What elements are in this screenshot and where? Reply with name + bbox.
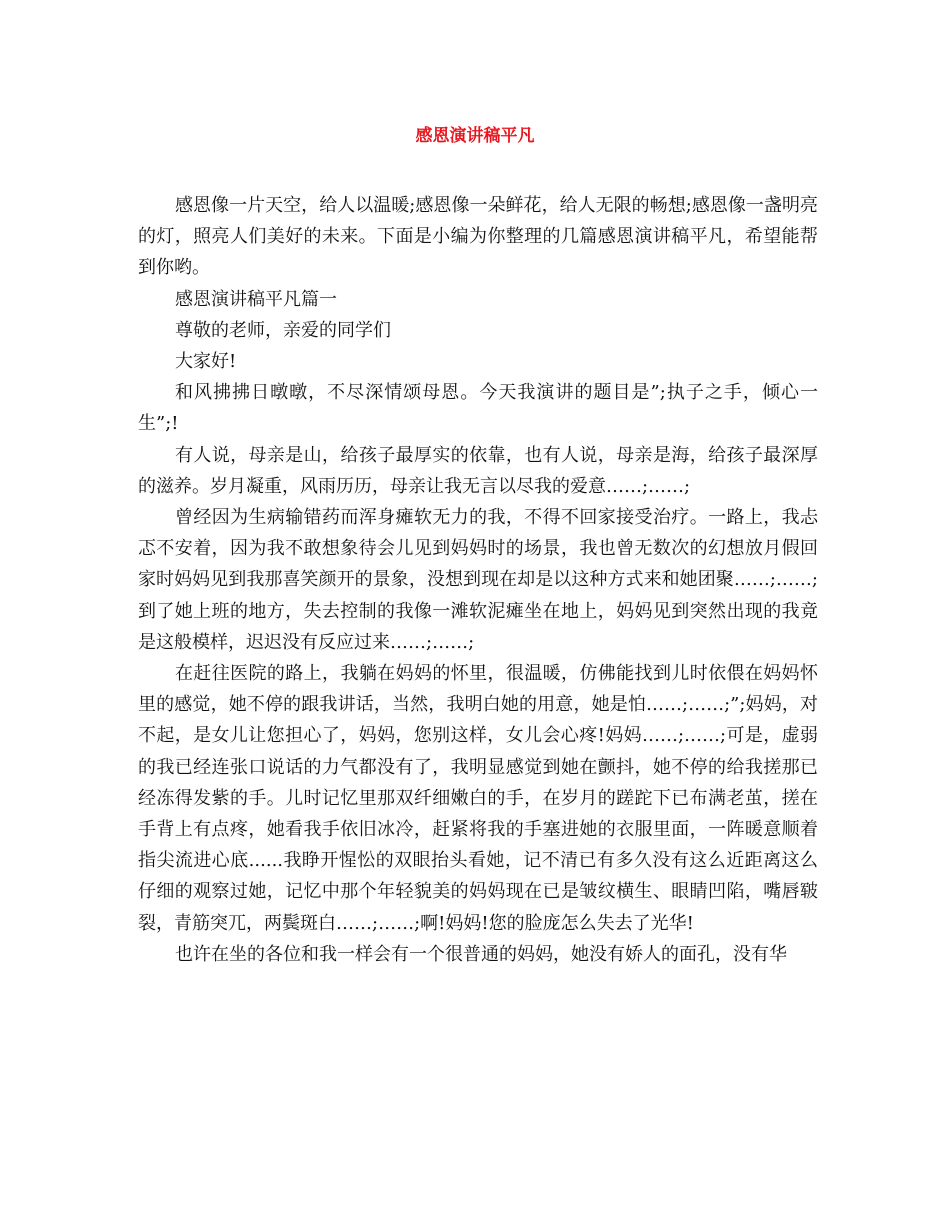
paragraph-illness: 曾经因为生病输错药而浑身瘫软无力的我，不得不回家接受治疗。一路上，我忐忑不安着，因为我不敢想象待会儿见到妈妈时的场景，我也曾无数次的幻想放月假回家时妈妈见到我那喜笑颜开的景象，没想到现在却是以这种方式来和她团聚……;……;到了她上班的地方，失去控制的我像一滩软泥瘫坐在地上，妈妈见到突然出现的我竟是这般模样，迟迟没有反应过来……;……;: [138, 507, 818, 653]
document-title: 感恩演讲稿平凡: [415, 126, 535, 146]
paragraph-hospital-road: 在赶往医院的路上，我躺在妈妈的怀里，很温暖，仿佛能找到儿时依偎在妈妈怀里的感觉，她不停的跟我讲话，当然，我明白她的用意，她是怕……;……;”;妈妈，对不起，是女儿让您担心了，妈妈，您别这样，女儿会心疼!妈妈……;……;可是，虚弱的我已经连张口说话的力气都没有了，我明显感觉到她在颤抖，她不停的给我搓那已经冻得发紫的手。儿时记忆里那双纤细嫩白的手，在岁月的蹉跎下已布满老茧，搓在手背上有点疼，她看我手依旧冰冷，赶紧将我的手塞进她的衣服里面，一阵暖意顺着指尖流进心底......我睁开惺忪的双眼抬头看她，记不清已有多久没有这么近距离这么仔细的观察过她，记忆中那个年轻貌美的妈妈现在已是皱纹横生、眼睛凹陷，嘴唇皲裂，青筋突兀，两鬓斑白……;……;啊!妈妈!您的脸庞怎么失去了光华!: [138, 663, 818, 934]
paragraph-intro: 感恩像一片天空，给人以温暖;感恩像一朵鲜花，给人无限的畅想;感恩像一盏明亮的灯，照亮人们美好的未来。下面是小编为你整理的几篇感恩演讲稿平凡，希望能帮到你哟。: [138, 195, 818, 279]
paragraph-greeting: 大家好!: [175, 351, 237, 373]
paragraph-topic: 和风拂拂日暾暾，不尽深情颂母恩。今天我演讲的题目是”;执子之手，倾心一生”;!: [138, 382, 818, 435]
paragraph-salutation: 尊敬的老师，亲爱的同学们: [175, 319, 391, 341]
paragraph-mother-mountain: 有人说，母亲是山，给孩子最厚实的依靠，也有人说，母亲是海，给孩子最深厚的滋养。岁月凝重，风雨历历，母亲让我无言以尽我的爱意……;……;: [138, 444, 818, 497]
document-body: [138, 190, 818, 970]
paragraph-ordinary-mother: 也许在坐的各位和我一样会有一个很普通的妈妈，她没有娇人的面孔，没有华: [175, 943, 787, 965]
paragraph-section-heading: 感恩演讲稿平凡篇一: [175, 288, 337, 310]
